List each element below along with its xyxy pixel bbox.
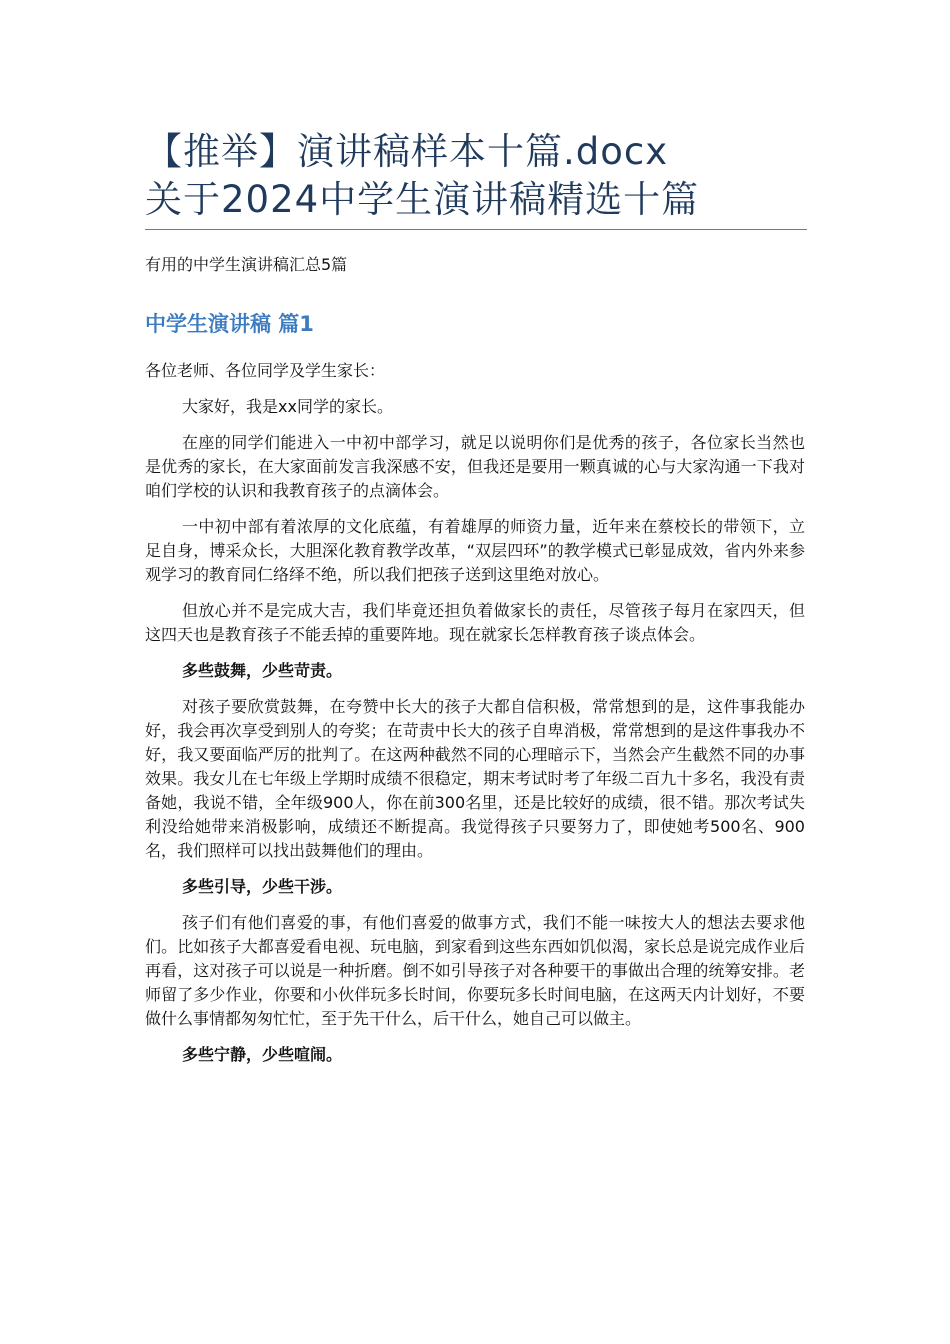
title-line-2: 关于2024中学生演讲稿精选十篇 — [145, 178, 700, 221]
paragraph: 在座的同学们能进入一中初中部学习，就足以说明你们是优秀的孩子，各位家长当然也是优秀的家长，在大家面前发言我深感不安，但我还是要用一颗真诚的心与大家沟通一下我对咱们学校的认识和我教育孩子的点滴体会。 — [145, 433, 805, 500]
document-body — [145, 253, 805, 1079]
paragraph: 但放心并不是完成大吉，我们毕竟还担负着做家长的责任，尽管孩子每月在家四天，但这四天也是教育孩子不能丢掉的重要阵地。现在就家长怎样教育孩子谈点体会。 — [145, 601, 805, 644]
paragraph: 大家好，我是xx同学的家长。 — [182, 397, 393, 416]
bold-subheading: 多些引导，少些干涉。 — [182, 877, 343, 896]
paragraph: 一中初中部有着浓厚的文化底蕴，有着雄厚的师资力量，近年来在蔡校长的带领下，立足自身，博采众长，大胆深化教育教学改革，“双层四环”的教学模式已彰显成效，省内外来参观学习的教育同仁络绎不绝，所以我们把孩子送到这里绝对放心。 — [145, 517, 805, 584]
paragraph: 孩子们有他们喜爱的事，有他们喜爱的做事方式，我们不能一味按大人的想法去要求他们。比如孩子大都喜爱看电视、玩电脑，到家看到这些东西如饥似渴，家长总是说完成作业后再看，这对孩子可以说是一种折磨。倒不如引导孩子对各种要干的事做出合理的统筹安排。老师留了多少作业，你要和小伙伴玩多长时间，你要玩多长时间电脑，在这两天内计划好，不要做什么事情都匆匆忙忙，至于先干什么，后干什么，她自己可以做主。 — [145, 913, 805, 1028]
paragraph: 对孩子要欣赏鼓舞，在夸赞中长大的孩子大都自信积极，常常想到的是，这件事我能办好，我会再次享受到别人的夸奖；在苛责中长大的孩子自卑消极，常常想到的是这件事我办不好，我又要面临严厉的批判了。在这两种截然不同的心理暗示下，当然会产生截然不同的办事效果。我女儿在七年级上学期时成绩不很稳定，期末考试时考了年级二百九十多名，我没有责备她，我说不错，全年级900人，你在前300名里，还是比较好的成绩，很不错。那次考试失利没给她带来消极影响，成绩还不断提高。我觉得孩子只要努力了，即使她考500名、900名，我们照样可以找出鼓舞他们的理由。 — [145, 697, 805, 860]
title-line-1: 【推举】演讲稿样本十篇.docx — [145, 130, 669, 173]
bold-subheading: 多些鼓舞，少些苛责。 — [182, 661, 343, 680]
document-subtitle: 有用的中学生演讲稿汇总5篇 — [145, 255, 348, 274]
section-heading: 中学生演讲稿 篇1 — [145, 312, 314, 336]
title-divider — [145, 229, 807, 230]
document-title — [145, 128, 807, 224]
bold-subheading: 多些宁静，少些喧闹。 — [182, 1045, 343, 1064]
salutation: 各位老师、各位同学及学生家长： — [145, 361, 386, 380]
